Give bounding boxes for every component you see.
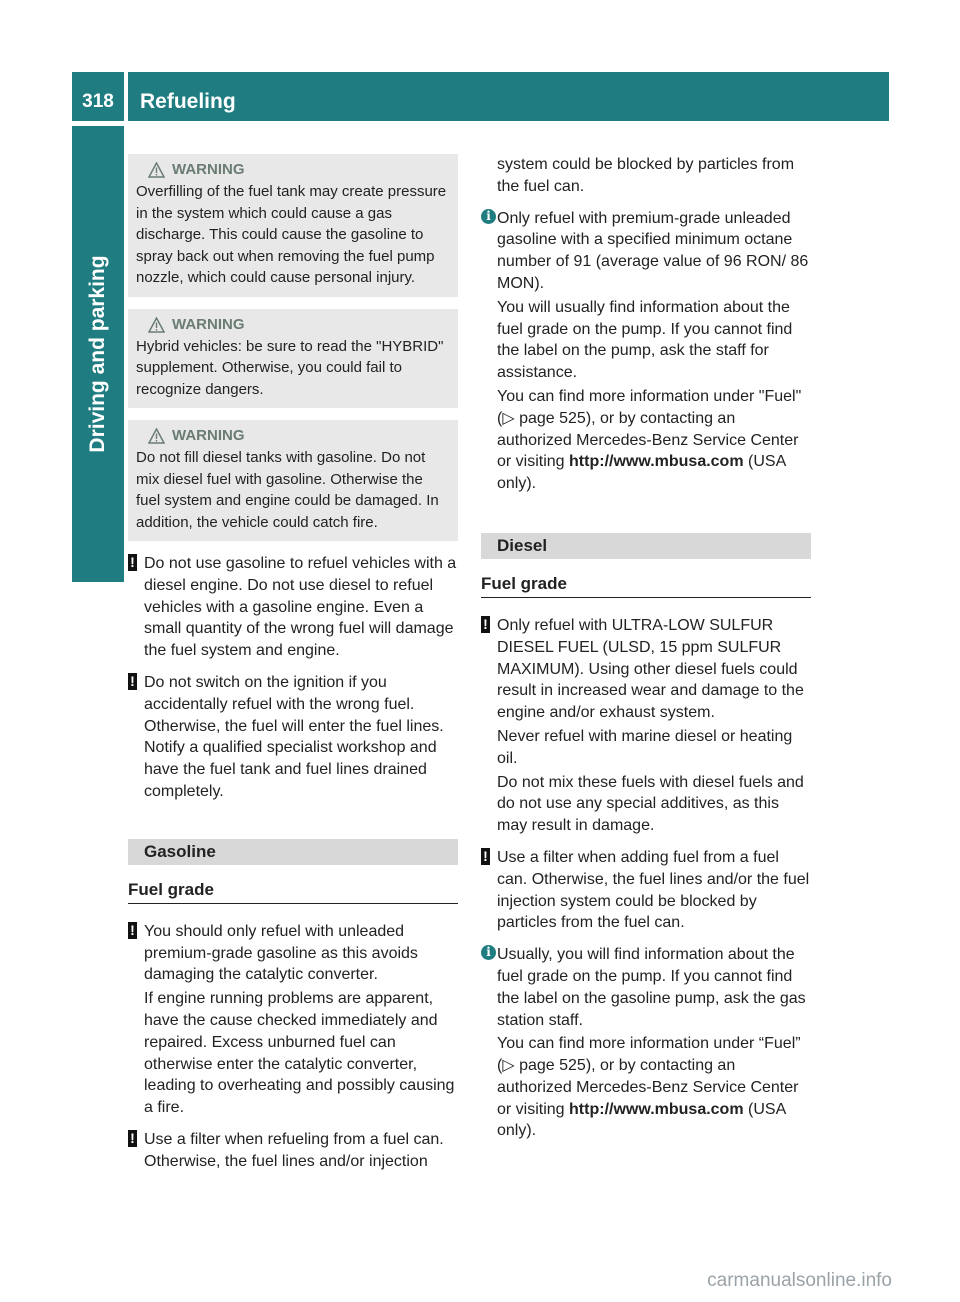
- exclamation-icon: !: [481, 848, 490, 865]
- info-text-part: (USA only).: [497, 1100, 786, 1140]
- warning-text: Overfilling of the fuel tank may create pressure in the system which could cause a gas discharge. This could cause the gasoline to spray back out when removing the fuel pump nozzle, which could cause personal injury.: [136, 183, 447, 286]
- warning-box: [128, 154, 458, 297]
- section-side-tab: [72, 126, 124, 582]
- exclamation-icon: !: [128, 1130, 137, 1147]
- left-column: [128, 154, 458, 1183]
- info-text: Only refuel with premium-grade unleaded gasoline with a specified minimum octane number of 91 (average value of 96 RON/ 86 MON).: [497, 209, 809, 292]
- caution-text: Never refuel with marine diesel or heating oil.: [497, 727, 793, 767]
- continued-text: [481, 154, 811, 198]
- warning-box: [128, 420, 458, 541]
- caution-note: [481, 615, 811, 837]
- subsection-heading-fuel-grade: Fuel grade: [128, 876, 458, 904]
- warning-text: Hybrid vehicles: be sure to read the "HYBRID" supplement. Otherwise, you could fail to recognize dangers.: [136, 337, 444, 398]
- warning-label: WARNING: [172, 315, 245, 333]
- caution-text: If engine running problems are apparent, have the cause checked immediately and repaired. Excess unburned fuel can otherwise enter the catalytic converter, leading to overheating and possibly causing a fire.: [144, 990, 455, 1117]
- info-text: Usually, you will find information about the fuel grade on the pump. If you cannot find the label on the gasoline pump, ask the gas station staff.: [497, 946, 806, 1029]
- info-note: [481, 208, 811, 495]
- caution-note: [481, 847, 811, 934]
- caution-note: [128, 921, 458, 1119]
- exclamation-icon: !: [128, 673, 137, 690]
- website-link[interactable]: http://www.mbusa.com: [569, 1100, 744, 1118]
- info-text-part: You can find more information under "Fuel" (▷ page 525), or by contacting an authorized Mercedes-Benz Service Center or visiting: [497, 387, 802, 471]
- warning-triangle-icon: [148, 428, 165, 444]
- caution-text: Use a filter when refueling from a fuel can. Otherwise, the fuel lines and/or injection: [144, 1130, 444, 1170]
- section-heading-diesel: Diesel: [481, 533, 811, 559]
- info-icon: i: [481, 209, 496, 224]
- chapter-title: Refueling: [140, 90, 236, 113]
- subsection-heading-fuel-grade: Fuel grade: [481, 570, 811, 598]
- info-text-part: (USA only).: [497, 453, 786, 493]
- page-number-box: [72, 72, 124, 121]
- info-text-part: You can find more information under “Fuel” (▷ page 525), or by contacting an authorized Mercedes-Benz Service Center or visiting: [497, 1035, 801, 1118]
- section-heading-gasoline: Gasoline: [128, 839, 458, 865]
- caution-note: [128, 1129, 458, 1173]
- exclamation-icon: !: [481, 616, 490, 633]
- page-number: 318: [82, 91, 114, 112]
- side-tab-label: Driving and parking: [86, 255, 109, 453]
- chapter-header: [128, 72, 889, 121]
- warning-label: WARNING: [172, 427, 245, 445]
- right-column: [481, 154, 811, 1152]
- warning-heading: [136, 425, 450, 447]
- info-icon: i: [481, 945, 496, 960]
- info-text: [497, 386, 811, 495]
- warning-triangle-icon: [148, 162, 165, 178]
- caution-text: Only refuel with ULTRA-LOW SULFUR DIESEL FUEL (ULSD, 15 ppm SULFUR MAXIMUM). Using other diesel fuels could result in increased wear and damage to the engine and/or exhaust system.: [497, 616, 804, 722]
- caution-text: You should only refuel with unleaded premium-grade gasoline as this avoids damaging the catalytic converter.: [144, 922, 418, 984]
- caution-note: [128, 553, 458, 662]
- info-text: [497, 1033, 811, 1142]
- caution-text: Do not switch on the ignition if you accidentally refuel with the wrong fuel. Otherwise, the fuel will enter the fuel lines. Notify a qualified specialist workshop and have the fuel tank and fuel lines drained completely.: [144, 673, 444, 800]
- warning-box: [128, 309, 458, 409]
- warning-label: WARNING: [172, 161, 245, 179]
- warning-triangle-icon: [148, 317, 165, 333]
- warning-text: Do not fill diesel tanks with gasoline. Do not mix diesel fuel with gasoline. Otherwise the fuel system and engine could be damaged. In addition, the vehicle could catch fire.: [136, 449, 439, 531]
- website-link[interactable]: http://www.mbusa.com: [569, 453, 744, 471]
- warning-heading: [136, 314, 450, 336]
- info-text: You will usually find information about the fuel grade on the pump. If you cannot find the label on the pump, ask the staff for assistance.: [497, 298, 793, 382]
- warning-heading: [136, 159, 450, 181]
- watermark: carmanualsonline.info: [707, 1270, 892, 1291]
- caution-text: Use a filter when adding fuel from a fuel can. Otherwise, the fuel lines and/or the fuel injection system could be blocked by particles from the fuel can.: [497, 848, 810, 932]
- caution-text: Do not use gasoline to refuel vehicles with a diesel engine. Do not use diesel to refuel vehicles with a gasoline engine. Even a small quantity of the wrong fuel will damage the fuel system and engine.: [144, 555, 457, 660]
- exclamation-icon: !: [128, 922, 137, 939]
- caution-text: system could be blocked by particles from the fuel can.: [497, 156, 795, 195]
- exclamation-icon: !: [128, 554, 137, 571]
- info-note: [481, 944, 811, 1142]
- caution-text: Do not mix these fuels with diesel fuels and do not use any special additives, as this may result in damage.: [497, 773, 804, 835]
- caution-note: [128, 672, 458, 803]
